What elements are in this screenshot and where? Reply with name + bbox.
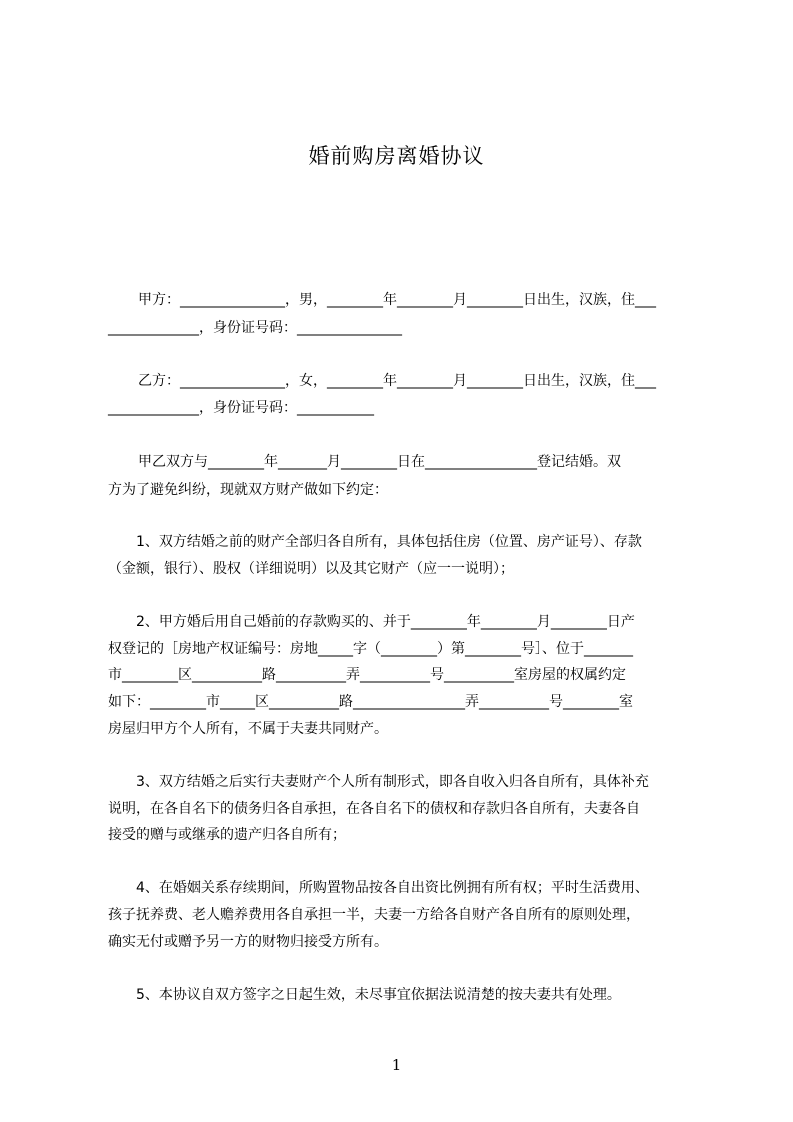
text-line: 房屋归甲方个人所有，不属于夫妻共同财产。 (108, 721, 388, 737)
text-line: 1、双方结婚之前的财产全部归各自所有，具体包括住房（位置、房产证号）、存款 (136, 534, 642, 550)
text-line: _____________，身份证号码：___________ (108, 400, 374, 416)
page-number: 1 (391, 1056, 402, 1074)
text-line: 市________区__________路__________弄__________号__________室房屋的权属约定 (108, 667, 626, 683)
text-line: 3、双方结婚之后实行夫妻财产个人所有制形式，即各自收入归各自所有，具体补充 (136, 774, 649, 790)
text-line: 5、本协议自双方签字之日起生效，未尽事宜依据法说清楚的按夫妻共有处理。 (136, 987, 621, 1003)
text-line: 乙方：_______________，女，________年________月________日出生，汉族，住___ (138, 373, 656, 389)
text-line: _____________，身份证号码：_______________ (108, 320, 402, 336)
text-line: 甲方：_______________，男，________年________月________日出生，汉族，住___ (138, 292, 656, 308)
text-line: 4、在婚姻关系存续期间，所购置物品按各自出资比例拥有所有权；平时生活费用、 (136, 880, 649, 896)
text-line: 方为了避免纠纷，现就双方财产做如下约定： (108, 482, 388, 498)
text-line: （金额，银行）、股权（详细说明）以及其它财产（应一一说明）； (108, 561, 514, 577)
text-line: 接受的赠与或继承的遗产归各自所有； (108, 827, 346, 843)
text-line: 确实无付或赠予另一方的财物归接受方所有。 (108, 934, 388, 950)
text-line: 说明，在各自名下的债务归各自承担，在各自名下的债权和存款归各自所有，夫妻各自 (108, 801, 640, 817)
document-title: 婚前购房离婚协议 (308, 144, 485, 168)
text-line: 孩子抚养费、老人赡养费用各自承担一半，夫妻一方给各自财产各自所有的原则处理， (108, 907, 640, 923)
text-line: 2、甲方婚后用自己婚前的存款购买的、并于________年________月________日产 (136, 614, 635, 630)
text-line: 如下：________市_____区__________路________________弄__________号________室 (108, 694, 633, 710)
text-line: 权登记的［房地产权证编号：房地_____字（________）第________号］、位于_______ (108, 641, 633, 657)
text-line: 甲乙双方与________年_______月________日在________________登记结婚。双 (138, 454, 621, 470)
